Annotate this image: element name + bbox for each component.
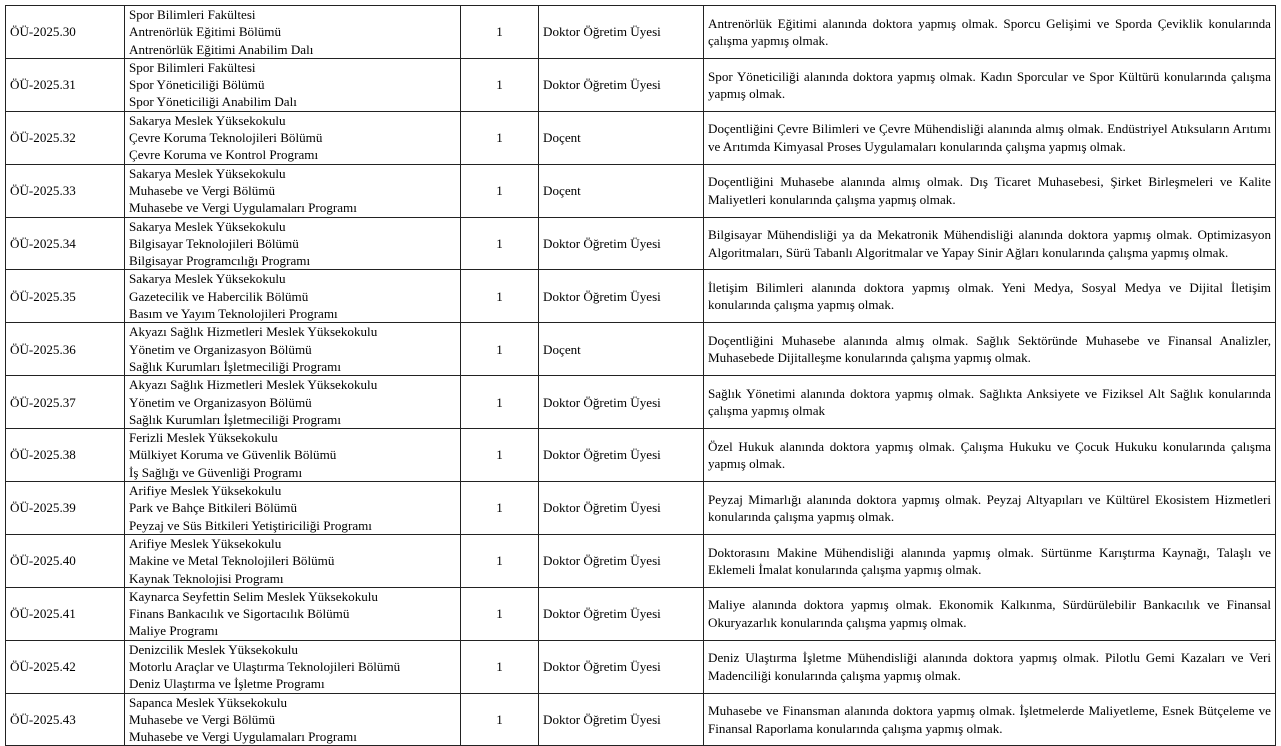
academic-unit [125,693,461,746]
table-row [6,6,1276,59]
position-code: ÖÜ-2025.37 [6,376,125,429]
academic-title: Doçent [539,111,704,164]
position-requirement: Muhasebe ve Finansman alanında doktora yapmış olmak. İşletmelerde Maliyetleme, Esnek Bütçeleme ve Finansal Raporlama konularında çalışma yapmış olmak. [704,693,1276,746]
unit-faculty: Sakarya Meslek Yüksekokulu [129,218,286,234]
table-row [6,58,1276,111]
unit-program: Peyzaj ve Süs Bitkileri Yetiştiriciliği Programı [129,517,372,533]
position-requirement: Özel Hukuk alanında doktora yapmış olmak. Çalışma Hukuku ve Çocuk Hukuku konularında çalışma yapmış olmak. [704,429,1276,482]
unit-faculty: Kaynarca Seyfettin Selim Meslek Yüksekokulu [129,588,378,604]
unit-department: Spor Yöneticiliği Bölümü [129,77,265,93]
unit-faculty: Denizcilik Meslek Yüksekokulu [129,641,298,657]
unit-faculty: Akyazı Sağlık Hizmetleri Meslek Yüksekokulu [129,377,378,393]
academic-unit [125,376,461,429]
academic-title: Doktor Öğretim Üyesi [539,587,704,640]
unit-department: Muhasebe ve Vergi Bölümü [129,182,276,198]
position-requirement: İletişim Bilimleri alanında doktora yapmış olmak. Yeni Medya, Sosyal Medya ve Dijital İletişim konularında çalışma yapmış olmak. [704,270,1276,323]
position-count: 1 [461,640,539,693]
position-requirement: Bilgisayar Mühendisliği ya da Mekatronik Mühendisliği alanında doktora yapmış olmak. Optimizasyon Algoritmaları, Sürü Tabanlı Algoritmalar ve Yapay Sinir Ağları konularında çalışma yapmış olmak. [704,217,1276,270]
position-requirement: Antrenörlük Eğitimi alanında doktora yapmış olmak. Sporcu Gelişimi ve Sporda Çeviklik konularında çalışma yapmış olmak. [704,6,1276,59]
unit-faculty: Ferizli Meslek Yüksekokulu [129,430,278,446]
academic-title: Doktor Öğretim Üyesi [539,429,704,482]
unit-program: Kaynak Teknolojisi Programı [129,570,284,586]
academic-title: Doktor Öğretim Üyesi [539,640,704,693]
unit-department: Motorlu Araçlar ve Ulaştırma Teknolojileri Bölümü [129,658,401,674]
unit-faculty: Sakarya Meslek Yüksekokulu [129,112,286,128]
table-row [6,217,1276,270]
unit-faculty: Sapanca Meslek Yüksekokulu [129,694,288,710]
unit-department: Makine ve Metal Teknolojileri Bölümü [129,553,335,569]
position-code: ÖÜ-2025.43 [6,693,125,746]
position-code: ÖÜ-2025.38 [6,429,125,482]
academic-unit [125,640,461,693]
position-count: 1 [461,693,539,746]
academic-unit [125,164,461,217]
table-row [6,164,1276,217]
position-requirement: Doçentliğini Muhasebe alanında almış olmak. Dış Ticaret Muhasebesi, Şirket Birleşmeleri ve Kalite Maliyetleri konularında çalışma yapmış olmak. [704,164,1276,217]
unit-program: Muhasebe ve Vergi Uygulamaları Programı [129,729,357,745]
position-count: 1 [461,270,539,323]
position-code: ÖÜ-2025.33 [6,164,125,217]
academic-unit [125,217,461,270]
unit-department: Mülkiyet Koruma ve Güvenlik Bölümü [129,447,337,463]
position-code: ÖÜ-2025.30 [6,6,125,59]
position-requirement: Spor Yöneticiliği alanında doktora yapmış olmak. Kadın Sporcular ve Spor Kültürü konularında çalışma yapmış olmak. [704,58,1276,111]
academic-title: Doktor Öğretim Üyesi [539,693,704,746]
position-requirement: Deniz Ulaştırma İşletme Mühendisliği alanında doktora yapmış olmak. Pilotlu Gemi Kazaları ve Veri Madenciliği konularında çalışma yapmış olmak. [704,640,1276,693]
position-count: 1 [461,58,539,111]
position-code: ÖÜ-2025.40 [6,534,125,587]
position-requirement: Peyzaj Mimarlığı alanında doktora yapmış olmak. Peyzaj Altyapıları ve Kültürel Ekosistem Hizmetleri konularında çalışma yapmış olmak. [704,482,1276,535]
unit-program: Antrenörlük Eğitimi Anabilim Dalı [129,41,314,57]
unit-program: Sağlık Kurumları İşletmeciliği Programı [129,411,342,427]
position-count: 1 [461,534,539,587]
position-code: ÖÜ-2025.34 [6,217,125,270]
unit-department: Park ve Bahçe Bitkileri Bölümü [129,500,298,516]
unit-program: Maliye Programı [129,623,219,639]
academic-unit [125,323,461,376]
unit-department: Çevre Koruma Teknolojileri Bölümü [129,130,323,146]
academic-title: Doktor Öğretim Üyesi [539,534,704,587]
academic-title: Doktor Öğretim Üyesi [539,217,704,270]
unit-faculty: Arifiye Meslek Yüksekokulu [129,483,282,499]
positions-table [5,5,1276,746]
position-count: 1 [461,323,539,376]
table-row [6,587,1276,640]
position-requirement: Sağlık Yönetimi alanında doktora yapmış olmak. Sağlıkta Anksiyete ve Fiziksel Alt Sağlık konularında çalışma yapmış olmak [704,376,1276,429]
unit-department: Yönetim ve Organizasyon Bölümü [129,394,312,410]
table-row [6,534,1276,587]
unit-program: Bilgisayar Programcılığı Programı [129,253,311,269]
unit-department: Antrenörlük Eğitimi Bölümü [129,24,282,40]
position-requirement: Doçentliğini Muhasebe alanında almış olmak. Sağlık Sektöründe Muhasebe ve Finansal Analizler, Muhasebede Dijitalleşme konularında çalışma yapmış olmak. [704,323,1276,376]
academic-unit [125,587,461,640]
academic-title: Doktor Öğretim Üyesi [539,58,704,111]
academic-unit [125,111,461,164]
table-row [6,376,1276,429]
position-requirement: Doktorasını Makine Mühendisliği alanında yapmış olmak. Sürtünme Karıştırma Kaynağı, Talaşlı ve Eklemeli İmalat konularında çalışma yapmış olmak. [704,534,1276,587]
academic-title: Doktor Öğretim Üyesi [539,376,704,429]
table-row [6,323,1276,376]
academic-unit [125,429,461,482]
position-count: 1 [461,376,539,429]
position-count: 1 [461,429,539,482]
unit-program: İş Sağlığı ve Güvenliği Programı [129,464,303,480]
position-count: 1 [461,217,539,270]
position-code: ÖÜ-2025.42 [6,640,125,693]
unit-program: Basım ve Yayım Teknolojileri Programı [129,306,338,322]
position-code: ÖÜ-2025.39 [6,482,125,535]
unit-program: Sağlık Kurumları İşletmeciliği Programı [129,358,342,374]
table-row [6,693,1276,746]
unit-program: Muhasebe ve Vergi Uygulamaları Programı [129,200,357,216]
unit-faculty: Sakarya Meslek Yüksekokulu [129,165,286,181]
unit-faculty: Spor Bilimleri Fakültesi [129,7,256,22]
unit-faculty: Arifiye Meslek Yüksekokulu [129,535,282,551]
position-count: 1 [461,587,539,640]
academic-unit [125,534,461,587]
table-row [6,429,1276,482]
academic-unit [125,6,461,59]
position-count: 1 [461,6,539,59]
table-row [6,640,1276,693]
unit-department: Bilgisayar Teknolojileri Bölümü [129,235,299,251]
position-code: ÖÜ-2025.36 [6,323,125,376]
academic-unit [125,482,461,535]
academic-title: Doçent [539,323,704,376]
position-code: ÖÜ-2025.31 [6,58,125,111]
unit-program: Deniz Ulaştırma ve İşletme Programı [129,676,325,692]
academic-title: Doktor Öğretim Üyesi [539,482,704,535]
position-code: ÖÜ-2025.32 [6,111,125,164]
academic-title: Doktor Öğretim Üyesi [539,270,704,323]
unit-department: Gazetecilik ve Habercilik Bölümü [129,288,309,304]
unit-faculty: Sakarya Meslek Yüksekokulu [129,271,286,287]
position-count: 1 [461,482,539,535]
unit-program: Spor Yöneticiliği Anabilim Dalı [129,94,297,110]
position-requirement: Doçentliğini Çevre Bilimleri ve Çevre Mühendisliği alanında almış olmak. Endüstriyel Atıksuların Arıtımı ve Arıtımda Kimyasal Proses Uygulamaları konularında çalışma yapmış olmak. [704,111,1276,164]
academic-unit [125,270,461,323]
positions-table-body [6,6,1276,746]
academic-unit [125,58,461,111]
unit-program: Çevre Koruma ve Kontrol Programı [129,147,319,163]
unit-faculty: Spor Bilimleri Fakültesi [129,59,256,75]
table-row [6,270,1276,323]
academic-title: Doktor Öğretim Üyesi [539,6,704,59]
unit-department: Finans Bankacılık ve Sigortacılık Bölümü [129,606,350,622]
position-code: ÖÜ-2025.35 [6,270,125,323]
table-row [6,482,1276,535]
position-count: 1 [461,164,539,217]
unit-department: Yönetim ve Organizasyon Bölümü [129,341,312,357]
unit-faculty: Akyazı Sağlık Hizmetleri Meslek Yüksekokulu [129,324,378,340]
position-count: 1 [461,111,539,164]
position-code: ÖÜ-2025.41 [6,587,125,640]
unit-department: Muhasebe ve Vergi Bölümü [129,711,276,727]
academic-title: Doçent [539,164,704,217]
table-row [6,111,1276,164]
position-requirement: Maliye alanında doktora yapmış olmak. Ekonomik Kalkınma, Sürdürülebilir Bankacılık ve Finansal Okuryazarlık konularında çalışma yapmış olmak. [704,587,1276,640]
